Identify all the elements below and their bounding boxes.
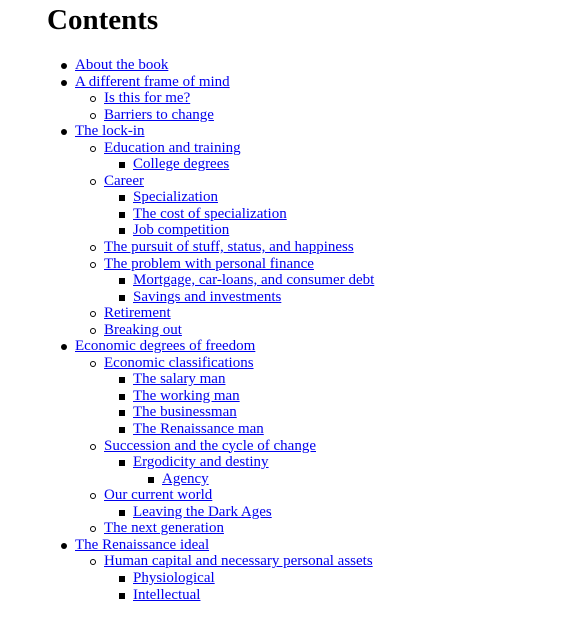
- toc-section-item: [0, 553, 568, 570]
- square-bullet-icon: [119, 156, 133, 173]
- square-bullet-icon: [148, 471, 162, 488]
- circle-bullet-icon: [90, 520, 104, 537]
- toc-subsection-item: [0, 421, 568, 438]
- toc-link[interactable]: The salary man: [133, 371, 226, 388]
- circle-bullet-icon: [90, 239, 104, 256]
- toc-section-item: [0, 305, 568, 322]
- toc-section-item: [0, 487, 568, 504]
- toc-link[interactable]: The Renaissance man: [133, 421, 264, 438]
- page-title: Contents: [47, 4, 159, 36]
- toc-subsection-item: [0, 587, 568, 604]
- toc-subsection-item: [0, 404, 568, 421]
- toc-subsection-item: [0, 371, 568, 388]
- toc-link[interactable]: Succession and the cycle of change: [104, 437, 316, 454]
- toc-subsection-item: [0, 454, 568, 471]
- disc-bullet-icon: [61, 74, 75, 91]
- toc-section-item: [0, 239, 568, 256]
- square-bullet-icon: [119, 504, 133, 521]
- square-bullet-icon: [119, 289, 133, 306]
- toc-link[interactable]: About the book: [75, 57, 169, 73]
- square-bullet-icon: [119, 189, 133, 206]
- toc-section-item: [0, 438, 568, 455]
- circle-bullet-icon: [90, 487, 104, 504]
- toc-link[interactable]: Breaking out: [104, 321, 182, 338]
- table-of-contents: [0, 57, 568, 603]
- toc-link[interactable]: The lock-in: [75, 123, 145, 140]
- square-bullet-icon: [119, 371, 133, 388]
- toc-link[interactable]: Our current world: [104, 487, 213, 504]
- toc-link[interactable]: The problem with personal finance: [104, 255, 314, 272]
- toc-link[interactable]: Economic classifications: [104, 354, 254, 371]
- toc-link[interactable]: Mortgage, car-loans, and consumer debt: [133, 272, 375, 289]
- square-bullet-icon: [119, 587, 133, 604]
- toc-link[interactable]: The next generation: [104, 520, 224, 537]
- toc-link[interactable]: Intellectual: [133, 586, 201, 603]
- toc-link[interactable]: Barriers to change: [104, 106, 214, 123]
- circle-bullet-icon: [90, 173, 104, 190]
- disc-bullet-icon: [61, 338, 75, 355]
- toc-section-item: [0, 322, 568, 339]
- toc-chapter-item: [0, 338, 568, 355]
- toc-link[interactable]: Savings and investments: [133, 288, 282, 305]
- circle-bullet-icon: [90, 553, 104, 570]
- toc-link[interactable]: Education and training: [104, 139, 241, 156]
- toc-chapter-item: [0, 123, 568, 140]
- disc-bullet-icon: [61, 123, 75, 140]
- toc-chapter-item: [0, 74, 568, 91]
- square-bullet-icon: [119, 388, 133, 405]
- toc-link[interactable]: The Renaissance ideal: [75, 536, 210, 553]
- square-bullet-icon: [119, 454, 133, 471]
- square-bullet-icon: [119, 222, 133, 239]
- toc-subsection-item: [0, 156, 568, 173]
- toc-subsection-item: [0, 504, 568, 521]
- toc-subsection-item: [0, 388, 568, 405]
- toc-link[interactable]: Retirement: [104, 305, 171, 322]
- toc-link[interactable]: Job competition: [133, 222, 230, 239]
- toc-link[interactable]: Specialization: [133, 189, 218, 206]
- disc-bullet-icon: [61, 537, 75, 554]
- toc-section-item: [0, 140, 568, 157]
- toc-link[interactable]: Human capital and necessary personal assets: [104, 553, 373, 570]
- toc-chapter-item: [0, 537, 568, 554]
- toc-link[interactable]: A different frame of mind: [75, 73, 230, 90]
- disc-bullet-icon: [61, 57, 75, 74]
- toc-section-item: [0, 107, 568, 124]
- square-bullet-icon: [119, 421, 133, 438]
- toc-link[interactable]: The pursuit of stuff, status, and happiness: [104, 239, 354, 256]
- circle-bullet-icon: [90, 355, 104, 372]
- toc-subsection-item: [0, 272, 568, 289]
- toc-subsubsection-item: [0, 471, 568, 488]
- square-bullet-icon: [119, 570, 133, 587]
- toc-chapter-item: [0, 57, 568, 74]
- toc-section-item: [0, 173, 568, 190]
- square-bullet-icon: [119, 272, 133, 289]
- circle-bullet-icon: [90, 305, 104, 322]
- circle-bullet-icon: [90, 256, 104, 273]
- toc-link[interactable]: The businessman: [133, 404, 237, 421]
- toc-link[interactable]: College degrees: [133, 156, 230, 173]
- toc-link[interactable]: Economic degrees of freedom: [75, 338, 256, 355]
- toc-section-item: [0, 256, 568, 273]
- toc-link[interactable]: Ergodicity and destiny: [133, 454, 269, 471]
- toc-link[interactable]: The working man: [133, 387, 240, 404]
- toc-section-item: [0, 520, 568, 537]
- circle-bullet-icon: [90, 107, 104, 124]
- toc-link[interactable]: Is this for me?: [104, 90, 191, 107]
- toc-section-item: [0, 90, 568, 107]
- toc-link[interactable]: Leaving the Dark Ages: [133, 503, 272, 520]
- circle-bullet-icon: [90, 438, 104, 455]
- toc-subsection-item: [0, 289, 568, 306]
- toc-section-item: [0, 355, 568, 372]
- toc-link[interactable]: The cost of specialization: [133, 205, 287, 222]
- toc-link[interactable]: Agency: [162, 470, 209, 487]
- circle-bullet-icon: [90, 90, 104, 107]
- toc-link[interactable]: Career: [104, 172, 144, 189]
- toc-subsection-item: [0, 570, 568, 587]
- circle-bullet-icon: [90, 140, 104, 157]
- circle-bullet-icon: [90, 322, 104, 339]
- toc-subsection-item: [0, 222, 568, 239]
- square-bullet-icon: [119, 206, 133, 223]
- square-bullet-icon: [119, 404, 133, 421]
- toc-link[interactable]: Physiological: [133, 569, 215, 586]
- toc-subsection-item: [0, 189, 568, 206]
- toc-subsection-item: [0, 206, 568, 223]
